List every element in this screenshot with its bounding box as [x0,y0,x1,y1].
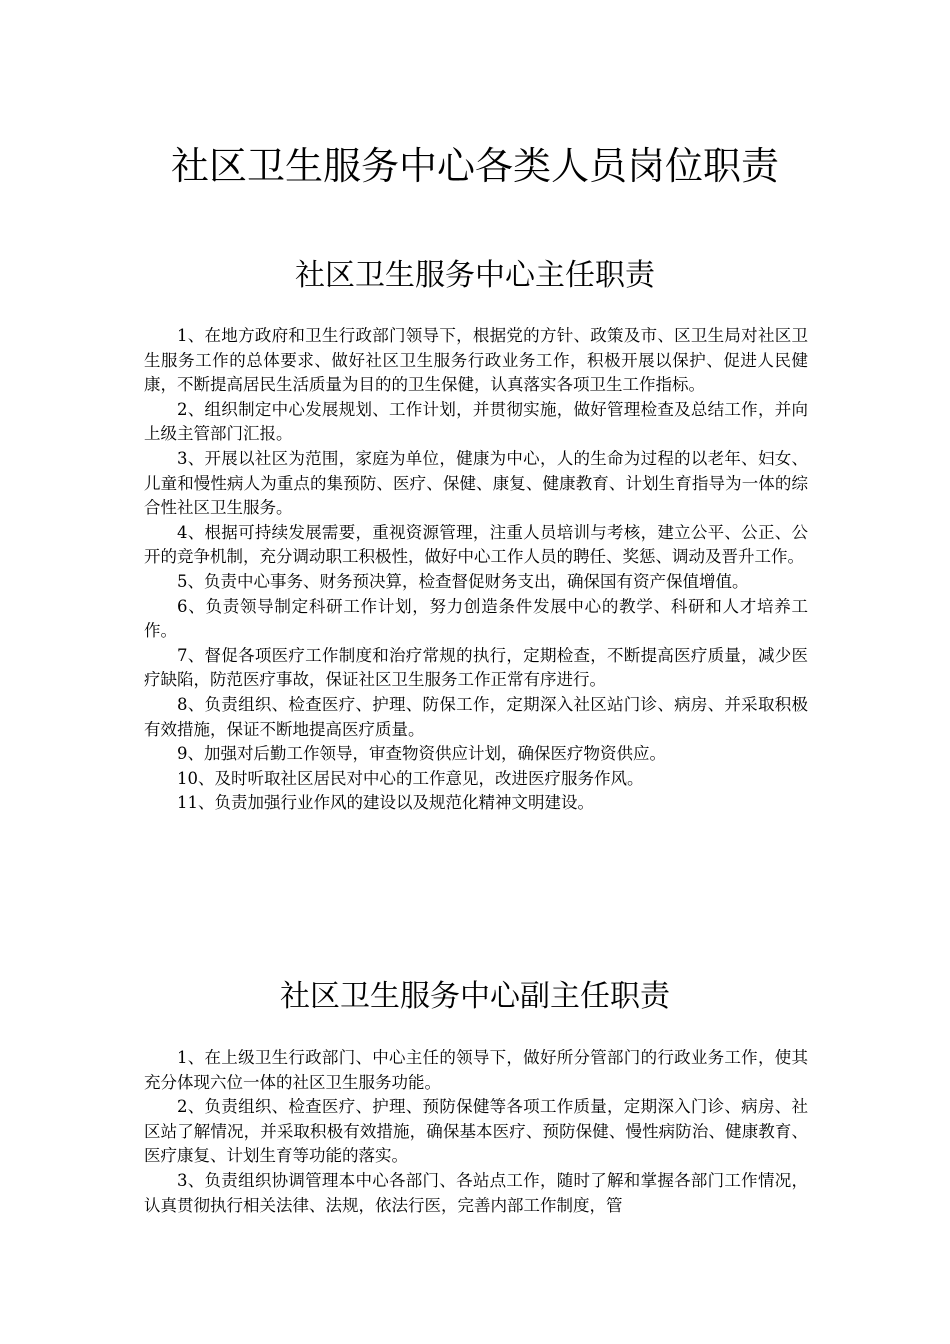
section-title-director: 社区卫生服务中心主任职责 [295,258,655,293]
section-body-deputy-director [144,1046,808,1218]
paragraph: 6、负责领导制定科研工作计划，努力创造条件发展中心的教学、科研和人才培养工作。 [144,596,808,641]
paragraph: 5、负责中心事务、财务预决算，检查督促财务支出，确保国有资产保值增值。 [177,571,749,591]
paragraph: 7、督促各项医疗工作制度和治疗常规的执行，定期检查，不断提高医疗质量，减少医疗缺陷，防范医疗事故，保证社区卫生服务工作正常有序进行。 [144,645,808,690]
paragraph: 1、在地方政府和卫生行政部门领导下，根据党的方针、政策及市、区卫生局对社区卫生服务工作的总体要求、做好社区卫生服务行政业务工作，积极开展以保护、促进人民健康，不断提高居民生活质量为目的的卫生保健，认真落实各项卫生工作指标。 [144,326,808,395]
paragraph: 2、负责组织、检查医疗、护理、预防保健等各项工作质量，定期深入门诊、病房、社区站了解情况，并采取积极有效措施，确保基本医疗、预防保健、慢性病防治、健康教育、医疗康复、计划生育等功能的落实。 [144,1097,808,1166]
paragraph: 4、根据可持续发展需要，重视资源管理，注重人员培训与考核，建立公平、公正、公开的竞争机制，充分调动职工积极性，做好中心工作人员的聘任、奖惩、调动及晋升工作。 [144,522,808,567]
paragraph: 8、负责组织、检查医疗、护理、防保工作，定期深入社区站门诊、病房、并采取积极有效措施，保证不断地提高医疗质量。 [144,694,808,739]
paragraph: 2、组织制定中心发展规划、工作计划，并贯彻实施，做好管理检查及总结工作，并向上级主管部门汇报。 [144,399,808,444]
paragraph: 3、开展以社区为范围，家庭为单位，健康为中心，人的生命为过程的以老年、妇女、儿童和慢性病人为重点的集预防、医疗、保健、康复、健康教育、计划生育指导为一体的综合性社区卫生服务。 [144,448,808,518]
section-title-deputy-director: 社区卫生服务中心副主任职责 [280,979,670,1014]
section-body-director [144,324,808,816]
paragraph: 3、负责组织协调管理本中心各部门、各站点工作，随时了解和掌握各部门工作情况，认真贯彻执行相关法律、法规，依法行医，完善内部工作制度，管 [144,1170,808,1215]
document-title: 社区卫生服务中心各类人员岗位职责 [170,144,779,188]
paragraph: 1、在上级卫生行政部门、中心主任的领导下，做好所分管部门的行政业务工作，使其充分体现六位一体的社区卫生服务功能。 [144,1048,808,1092]
paragraph: 9、加强对后勤工作领导，审查物资供应计划，确保医疗物资供应。 [177,744,666,764]
paragraph: 10、及时听取社区居民对中心的工作意见，改进医疗服务作风。 [177,768,644,788]
paragraph: 11、负责加强行业作风的建设以及规范化精神文明建设。 [177,793,594,813]
